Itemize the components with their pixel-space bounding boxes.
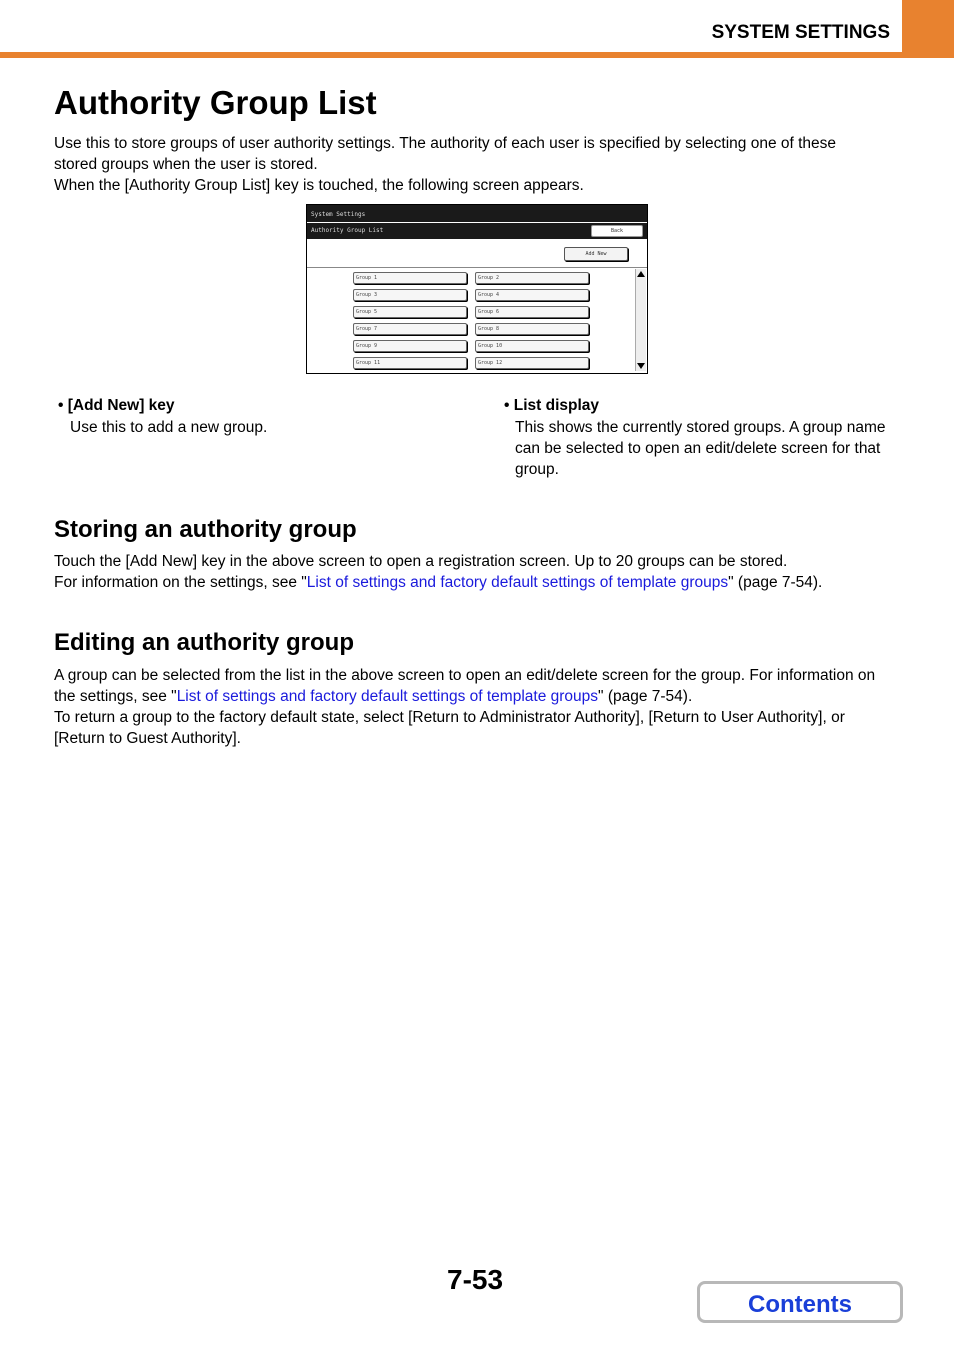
group-button-10[interactable]: Group 10 (475, 340, 589, 352)
screen-title: System Settings (307, 205, 647, 222)
editing-paragraph (54, 665, 904, 749)
editing-line-3: To return a group to the factory default state, select [Return to Administrator Authority], [Return to User Authority], or (54, 709, 845, 726)
group-button-9[interactable]: Group 9 (353, 340, 467, 352)
scroll-down-icon[interactable] (637, 363, 645, 369)
back-button[interactable]: Back (591, 225, 643, 237)
section-label: SYSTEM SETTINGS (711, 22, 890, 43)
list-display-bullet-body (515, 417, 905, 480)
storing-line-2-pre: For information on the settings, see " (54, 574, 307, 591)
list-display-bullet-title: • List display (504, 397, 600, 414)
group-button-6[interactable]: Group 6 (475, 306, 589, 318)
page-number: 7-53 (447, 1264, 504, 1295)
device-screen-illustration (306, 204, 648, 374)
storing-heading: Storing an authority group (54, 516, 357, 543)
contents-button[interactable]: Contents (697, 1281, 903, 1323)
screen-divider (307, 267, 647, 268)
intro-line-3: When the [Authority Group List] key is touched, the following screen appears. (54, 177, 584, 194)
group-button-2[interactable]: Group 2 (475, 272, 589, 284)
editing-line-1: A group can be selected from the list in the above screen to open an edit/delete screen for the group. For information on (54, 667, 876, 684)
add-new-button[interactable]: Add New (564, 247, 628, 261)
template-groups-link[interactable]: List of settings and factory default settings of template groups (306, 574, 729, 591)
group-button-4[interactable]: Group 4 (475, 289, 589, 301)
add-new-bullet-body: Use this to add a new group. (70, 419, 268, 436)
group-button-3[interactable]: Group 3 (353, 289, 467, 301)
group-button-8[interactable]: Group 8 (475, 323, 589, 335)
group-button-5[interactable]: Group 5 (353, 306, 467, 318)
list-body-line-3: group. (515, 461, 559, 478)
editing-heading: Editing an authority group (54, 629, 354, 656)
list-body-line-2: can be selected to open an edit/delete screen for that (515, 440, 881, 457)
group-button-1[interactable]: Group 1 (353, 272, 467, 284)
header-tab (902, 0, 954, 56)
storing-paragraph (54, 551, 904, 593)
list-body-line-1: This shows the currently stored groups. A group name (515, 419, 886, 436)
intro-line-2: stored groups when the user is stored. (54, 156, 318, 173)
screen-subtitle: Authority Group List (307, 223, 647, 239)
scroll-up-icon[interactable] (637, 271, 645, 277)
list-scrollbar[interactable] (635, 269, 646, 371)
storing-line-1: Touch the [Add New] key in the above screen to open a registration screen. Up to 20 groups can be stored. (54, 553, 788, 570)
group-button-12[interactable]: Group 12 (475, 357, 589, 369)
group-button-11[interactable]: Group 11 (353, 357, 467, 369)
storing-line-2-post: " (page 7-54). (728, 574, 823, 591)
intro-line-1: Use this to store groups of user authority settings. The authority of each user is specified by selecting one of these (54, 135, 837, 152)
editing-line-4: [Return to Guest Authority]. (54, 730, 241, 747)
add-new-bullet-title: • [Add New] key (58, 397, 175, 414)
intro-paragraph (54, 133, 904, 196)
editing-line-2-post: " (page 7-54). (598, 688, 693, 705)
page-title: Authority Group List (54, 84, 377, 121)
header-rule (0, 52, 954, 58)
editing-line-2-pre: the settings, see " (54, 688, 177, 705)
template-groups-link-2[interactable]: List of settings and factory default settings of template groups (176, 688, 599, 705)
group-button-7[interactable]: Group 7 (353, 323, 467, 335)
